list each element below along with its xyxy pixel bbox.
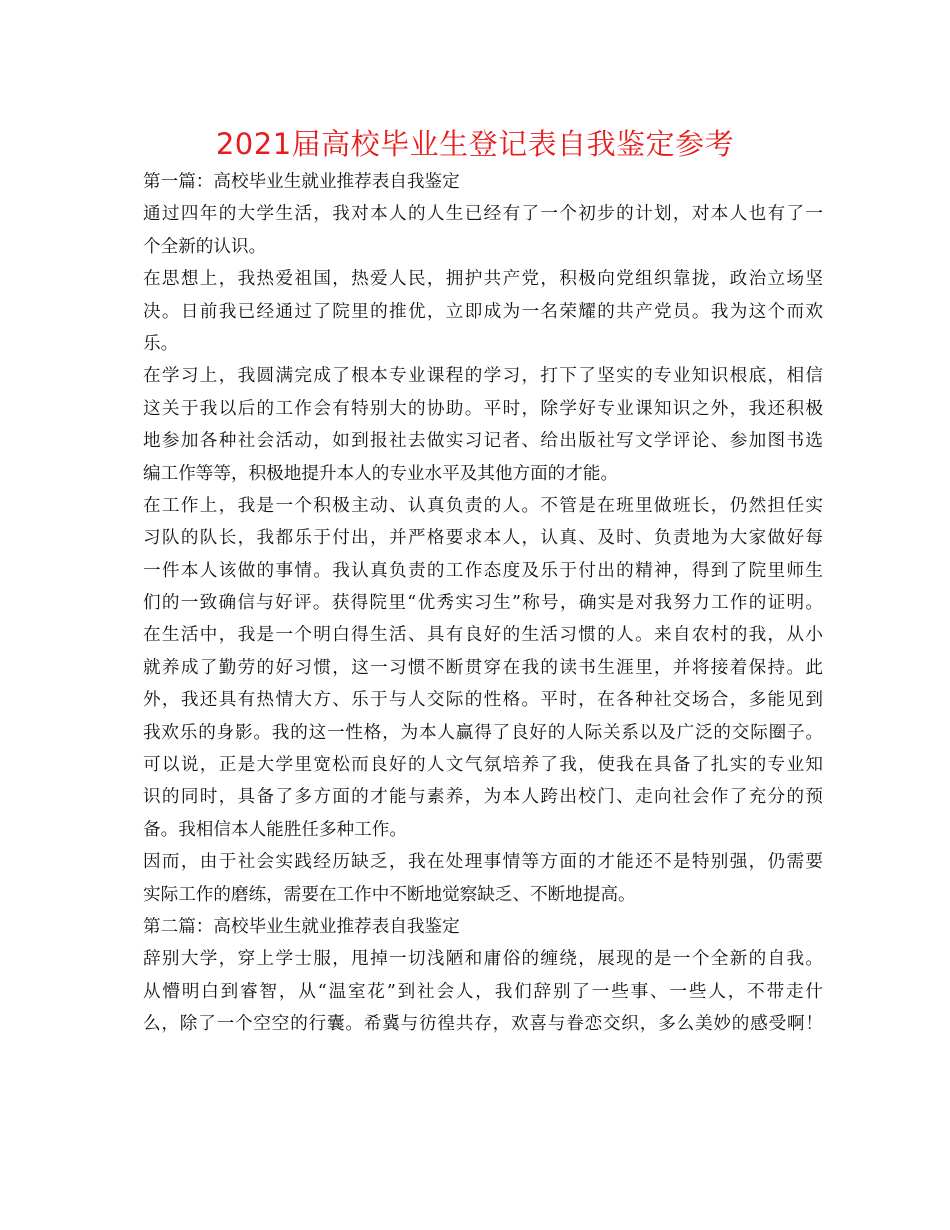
text-line: 第一篇：高校毕业生就业推荐表自我鉴定 xyxy=(143,172,460,192)
text-line: 在学习上，我圆满完成了根本专业课程的学习，打下了坚实的专业知识根底，相信 xyxy=(143,366,823,387)
text-line: 辞别大学，穿上学士服，甩掉一切浅陋和庸俗的缠绕，展现的是一个全新的自我。 xyxy=(143,949,823,970)
text-line: 在思想上，我热爱祖国，热爱人民，拥护共产党，积极向党组织靠拢，政治立场坚 xyxy=(143,269,823,290)
text-line: 因而，由于社会实践经历缺乏，我在处理事情等方面的才能还不是特别强，仍需要 xyxy=(143,852,823,873)
text-line: 地参加各种社会活动，如到报社去做实习记者、给出版社写文学评论、参加图书选 xyxy=(143,431,823,452)
text-line: 决。日前我已经通过了院里的推优，立即成为一名荣耀的共产党员。我为这个而欢 xyxy=(143,301,823,322)
text-line: 我欢乐的身影。我的这一性格，为本人赢得了良好的人际关系以及广泛的交际圈子。 xyxy=(143,722,823,743)
text-line: 通过四年的大学生活，我对本人的人生已经有了一个初步的计划，对本人也有了一 xyxy=(143,204,823,225)
text-line: 么，除了一个空空的行囊。希冀与彷徨共存，欢喜与眷恋交织，多么美妙的感受啊！ xyxy=(143,1014,823,1035)
text-line: 实际工作的磨练，需要在工作中不断地觉察缺乏、不断地提高。 xyxy=(143,884,636,905)
text-line: 一件本人该做的事情。我认真负责的工作态度及乐于付出的精神，得到了院里师生 xyxy=(143,560,823,581)
text-line: 在工作上，我是一个积极主动、认真负责的人。不管是在班里做班长，仍然担任实 xyxy=(143,495,823,516)
text-line: 就养成了勤劳的好习惯，这一习惯不断贯穿在我的读书生涯里，并将接着保持。此 xyxy=(143,657,823,678)
text-line: 外，我还具有热情大方、乐于与人交际的性格。平时，在各种社交场合，多能见到 xyxy=(143,690,823,711)
text-line: 在生活中，我是一个明白得生活、具有良好的生活习惯的人。来自农村的我，从小 xyxy=(143,625,823,646)
text-line: 第二篇：高校毕业生就业推荐表自我鉴定 xyxy=(143,916,460,937)
text-line: 从懵明白到睿智，从“温室花”到社会人，我们辞别了一些事、一些人，不带走什 xyxy=(143,981,823,1002)
text-line: 这关于我以后的工作会有特别大的协助。平时，除学好专业课知识之外，我还积极 xyxy=(143,398,823,419)
text-line: 们的一致确信与好评。获得院里“优秀实习生”称号，确实是对我努力工作的证明。 xyxy=(143,593,823,614)
text-line: 习队的队长，我都乐于付出，并严格要求本人，认真、及时、负责地为大家做好每 xyxy=(143,528,823,549)
text-line: 编工作等等，积极地提升本人的专业水平及其他方面的才能。 xyxy=(143,463,619,484)
document-title: 2021届高校毕业生登记表自我鉴定参考 xyxy=(215,127,735,161)
text-line: 个全新的认识。 xyxy=(143,236,267,257)
text-line: 识的同时，具备了多方面的才能与素养，为本人跨出校门、走向社会作了充分的预 xyxy=(143,787,823,808)
text-line: 备。我相信本人能胜任多种工作。 xyxy=(143,819,407,840)
text-line: 乐。 xyxy=(143,333,179,354)
text-line: 可以说，正是大学里宽松而良好的人文气氛培养了我，使我在具备了扎实的专业知 xyxy=(143,755,823,776)
document-body xyxy=(143,166,823,1041)
